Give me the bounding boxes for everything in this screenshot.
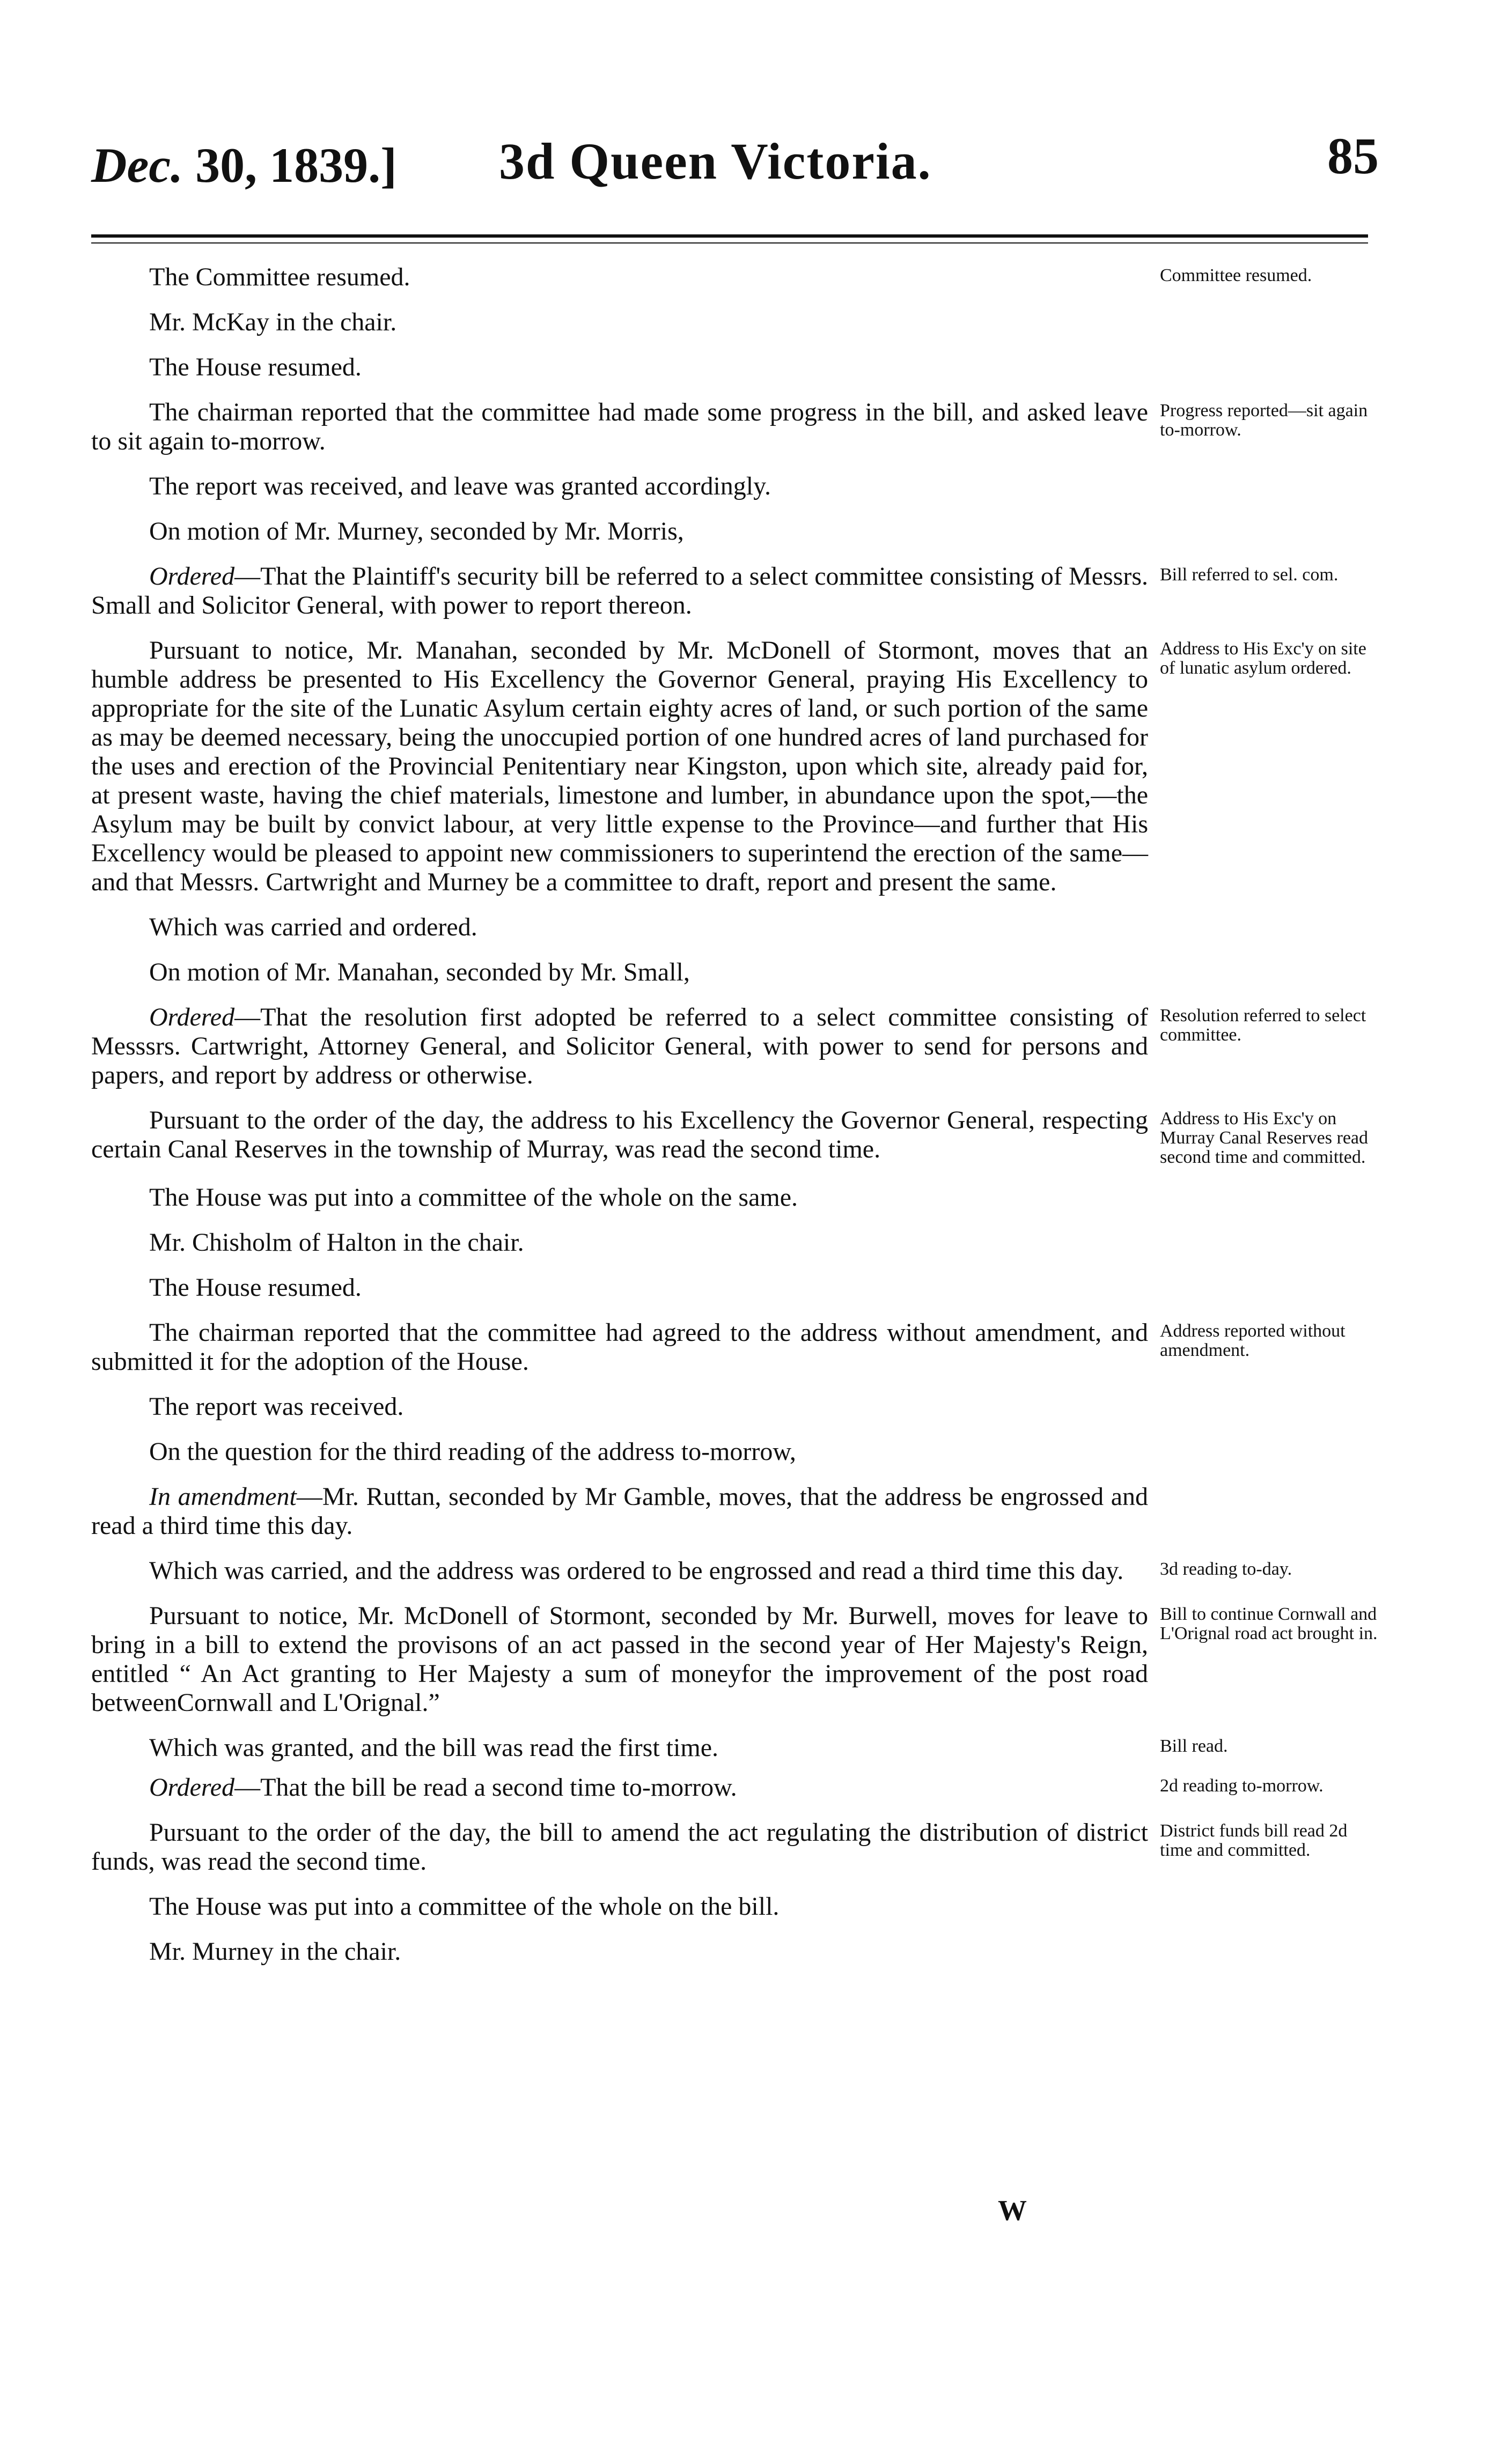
entry-body: The chairman reported that the committee had agreed to the address without amendment, and submitted it for the adoption of the House. <box>91 1318 1148 1376</box>
entry-lead: Ordered <box>149 1773 235 1802</box>
journal-entry <box>91 1937 1379 1966</box>
entry-text <box>91 1773 1148 1802</box>
entry-text <box>91 398 1148 456</box>
entry-text <box>91 1818 1148 1876</box>
entry-text <box>91 1392 1148 1421</box>
entry-text <box>91 472 1148 501</box>
entry-body: The House was put into a committee of the whole on the same. <box>149 1183 798 1212</box>
margin-note: Progress reported—sit again to-morrow. <box>1160 401 1368 440</box>
journal-entry <box>91 1392 1379 1421</box>
margin-note: Bill referred to sel. com. <box>1160 565 1339 585</box>
journal-entry <box>91 472 1379 501</box>
margin-note <box>1148 1937 1379 1941</box>
entry-paragraph <box>91 636 1148 897</box>
entry-paragraph <box>91 1773 1148 1802</box>
page-number: 85 <box>1327 127 1379 185</box>
margin-note <box>1148 353 1379 356</box>
journal-entry <box>91 1003 1379 1090</box>
entry-paragraph <box>91 1937 1148 1966</box>
entry-paragraph <box>91 1228 1148 1257</box>
entry-text <box>91 1273 1148 1302</box>
header-date-prefix: Dec. <box>91 138 183 193</box>
journal-entry <box>91 308 1379 337</box>
header-rule-thin <box>91 242 1368 244</box>
entry-body: —That the resolution first adopted be referred to a select committee consisting of Messsrs. Cartwright, Attorney General, and Solicitor General, with power to send for persons and papers, and report by address or otherwise. <box>91 1003 1148 1089</box>
signature-mark: W <box>998 2194 1027 2226</box>
margin-note: 2d reading to-morrow. <box>1160 1776 1324 1796</box>
entry-paragraph <box>91 517 1148 546</box>
entry-text <box>91 1556 1148 1585</box>
journal-entry <box>91 1733 1379 1762</box>
entry-paragraph <box>91 913 1148 942</box>
entry-text <box>91 1228 1148 1257</box>
entry-body: Mr. McKay in the chair. <box>149 308 397 336</box>
entry-text <box>91 1602 1148 1717</box>
entry-body: The report was received, and leave was granted accordingly. <box>149 472 771 500</box>
margin-note <box>1148 517 1379 520</box>
entry-body: The report was received. <box>149 1392 404 1421</box>
journal-entry <box>91 1106 1379 1167</box>
journal-entry <box>91 913 1379 942</box>
entry-body: On motion of Mr. Manahan, seconded by Mr. Small, <box>149 958 690 986</box>
margin-note: Bill read. <box>1160 1736 1228 1756</box>
entry-body: —Mr. Ruttan, seconded by Mr Gamble, moves, that the address be engrossed and read a third time this day. <box>91 1482 1148 1540</box>
entry-paragraph <box>91 1003 1148 1090</box>
journal-entry <box>91 1183 1379 1212</box>
entry-text <box>91 1106 1148 1164</box>
entry-text <box>91 1183 1148 1212</box>
entry-text <box>91 308 1148 337</box>
journal-entry <box>91 1318 1379 1376</box>
journal-entry <box>91 1556 1379 1585</box>
entry-text <box>91 913 1148 942</box>
margin-note <box>1148 1228 1379 1231</box>
margin-note <box>1148 308 1379 311</box>
entry-body: Pursuant to the order of the day, the bill to amend the act regulating the distribution of district funds, was read the second time. <box>91 1818 1148 1876</box>
entry-paragraph <box>91 1892 1148 1921</box>
entry-paragraph <box>91 1556 1148 1585</box>
entry-paragraph <box>91 1273 1148 1302</box>
entry-paragraph <box>91 1183 1148 1212</box>
margin-note <box>1148 958 1379 961</box>
entry-body: Pursuant to the order of the day, the address to his Excellency the Governor General, respecting certain Canal Reserves in the township of Murray, was read the second time. <box>91 1106 1148 1163</box>
entry-text <box>91 1482 1148 1540</box>
entry-body: —That the bill be read a second time to-morrow. <box>234 1773 737 1802</box>
page-header <box>91 121 1379 212</box>
entry-lead: Ordered <box>149 562 235 591</box>
entry-body: Mr. Chisholm of Halton in the chair. <box>149 1228 524 1257</box>
entry-paragraph <box>91 1482 1148 1540</box>
entry-body: The House was put into a committee of the whole on the bill. <box>149 1892 780 1921</box>
margin-note: Committee resumed. <box>1160 265 1312 285</box>
margin-note <box>1148 472 1379 475</box>
margin-note <box>1148 1437 1379 1441</box>
entry-paragraph <box>91 353 1148 382</box>
entry-text <box>91 353 1148 382</box>
entry-paragraph <box>91 1437 1148 1466</box>
margin-note: 3d reading to-day. <box>1160 1559 1292 1579</box>
entry-text <box>91 1733 1148 1762</box>
entry-paragraph <box>91 1733 1148 1762</box>
entry-body: Pursuant to notice, Mr. Manahan, seconded by Mr. McDonell of Stormont, moves that an humble address be presented to His Excellency the Governor General, praying His Excellency to appropriate for the site of the Lunatic Asylum certain eighty acres of land, or such portion of the same as may be deemed necessary, being the unoccupied portion of one hundred acres of land purchased for the uses and erection of the Provincial Penitentiary near Kingston, upon which site, already paid for, at present waste, having the chief materials, limestone and lumber, in abundance upon the spot,—the Asylum may be built by convict labour, at very little expense to the Province—and further that His Excellency would be pleased to appoint new commissioners to superintend the erection of the same—and that Messrs. Cartwright and Murney be a committee to draft, report and present the same. <box>91 636 1148 896</box>
entry-text <box>91 1437 1148 1466</box>
journal-entry <box>91 1228 1379 1257</box>
journal-entry <box>91 398 1379 456</box>
journal-entry <box>91 263 1379 292</box>
journal-entry <box>91 353 1379 382</box>
margin-note <box>1148 1273 1379 1277</box>
entry-text <box>91 1003 1148 1090</box>
entry-paragraph <box>91 1602 1148 1717</box>
entry-paragraph <box>91 562 1148 620</box>
entry-paragraph <box>91 1818 1148 1876</box>
entry-body: Which was granted, and the bill was read the first time. <box>149 1733 718 1762</box>
entry-body: On the question for the third reading of the address to-morrow, <box>149 1437 796 1466</box>
margin-note <box>1148 1482 1379 1486</box>
entry-text <box>91 517 1148 546</box>
margin-note <box>1148 1183 1379 1186</box>
journal-entry <box>91 517 1379 546</box>
journal-content <box>91 263 1379 1966</box>
journal-entry <box>91 1773 1379 1802</box>
entry-paragraph <box>91 1318 1148 1376</box>
entry-paragraph <box>91 1106 1148 1164</box>
entry-paragraph <box>91 398 1148 456</box>
journal-entry <box>91 958 1379 987</box>
entry-paragraph <box>91 1392 1148 1421</box>
header-rule-thick <box>91 234 1368 238</box>
journal-entry <box>91 1602 1379 1717</box>
entry-text <box>91 263 1148 292</box>
entry-body: —That the Plaintiff's security bill be referred to a select committee consisting of Messrs. Small and Solicitor General, with power to report thereon. <box>91 562 1148 619</box>
journal-entry <box>91 1273 1379 1302</box>
margin-note: District funds bill read 2d time and committed. <box>1160 1821 1348 1860</box>
margin-note <box>1148 913 1379 916</box>
entry-text <box>91 1318 1148 1376</box>
margin-note: Resolution referred to select committee. <box>1160 1006 1366 1045</box>
entry-body: Which was carried, and the address was ordered to be engrossed and read a third time this day. <box>149 1556 1124 1585</box>
entry-paragraph <box>91 472 1148 501</box>
entry-body: Pursuant to notice, Mr. McDonell of Stormont, seconded by Mr. Burwell, moves for leave to bring in a bill to extend the provisons of an act passed in the second year of Her Majesty's Reign, entitled “ An Act granting to Her Majesty a sum of moneyfor the improvement of the post road betweenCornwall and L'Orignal.” <box>91 1602 1148 1717</box>
entry-text <box>91 562 1148 620</box>
entry-text <box>91 636 1148 897</box>
entry-text <box>91 958 1148 987</box>
margin-note: Bill to continue Cornwall and L'Orignal road act brought in. <box>1160 1604 1378 1643</box>
journal-entry <box>91 1437 1379 1466</box>
margin-note: Address to His Exc'y on Murray Canal Reserves read second time and committed. <box>1160 1109 1369 1167</box>
entry-lead: In amendment <box>149 1482 297 1511</box>
margin-note <box>1148 1392 1379 1396</box>
margin-note: Address to His Exc'y on site of lunatic asylum ordered. <box>1160 639 1366 678</box>
journal-entry <box>91 1482 1379 1540</box>
entry-paragraph <box>91 263 1148 292</box>
journal-entry <box>91 562 1379 620</box>
entry-body: Which was carried and ordered. <box>149 913 477 941</box>
entry-body: On motion of Mr. Murney, seconded by Mr. Morris, <box>149 517 684 545</box>
entry-lead: Ordered <box>149 1003 235 1031</box>
entry-text <box>91 1937 1148 1966</box>
entry-body: The House resumed. <box>149 1273 362 1302</box>
header-title: 3d Queen Victoria. <box>499 132 932 190</box>
margin-note <box>1148 1892 1379 1895</box>
header-date-rest: 30, 1839.] <box>183 138 397 193</box>
header-date <box>91 137 397 194</box>
entry-paragraph <box>91 958 1148 987</box>
entry-body: The Committee resumed. <box>149 263 410 291</box>
entry-body: The chairman reported that the committee had made some progress in the bill, and asked leave to sit again to-morrow. <box>91 398 1148 455</box>
journal-entry <box>91 1818 1379 1876</box>
entry-paragraph <box>91 308 1148 337</box>
entry-body: Mr. Murney in the chair. <box>149 1937 401 1966</box>
entry-text <box>91 1892 1148 1921</box>
journal-entry <box>91 636 1379 897</box>
journal-entry <box>91 1892 1379 1921</box>
entry-body: The House resumed. <box>149 353 362 381</box>
margin-note: Address reported without amendment. <box>1160 1321 1346 1360</box>
